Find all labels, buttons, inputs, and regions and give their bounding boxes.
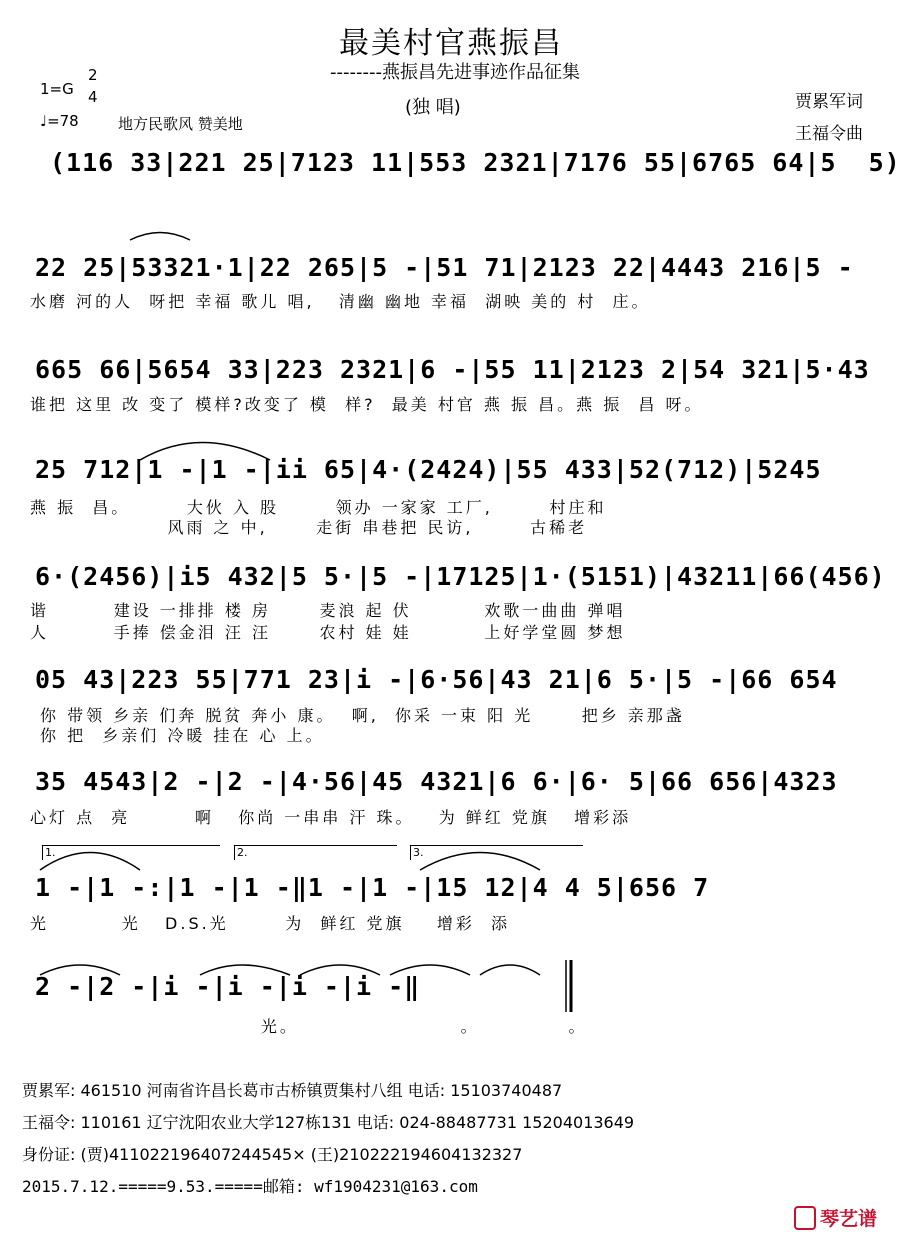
time-signature-top: 2 xyxy=(88,66,98,84)
volta-label-1: 1. xyxy=(45,846,56,859)
style-marking: 地方民歌风 赞美地 xyxy=(118,115,243,133)
notes-row: 1 -|1 -:|1 -|1 -‖1 -|1 -|15 12|4 4 5|656 7 xyxy=(35,873,710,902)
lyrics-row: 谐 建设 一排排 楼 房 麦浪 起 伏 欢歌一曲曲 弹唱 xyxy=(30,601,626,620)
lyrics-row-verse2: 你 把 乡亲们 冷暖 挂在 心 上。 xyxy=(40,726,325,745)
slur xyxy=(480,965,540,975)
slur xyxy=(140,443,270,461)
slur xyxy=(40,853,140,871)
slur xyxy=(390,965,470,975)
lyrics-row: 光 光 D.S.光 为 鲜红 党旗 增彩 添 xyxy=(30,914,511,933)
lyrics-row: 心灯 点 亮 啊 你尚 一串串 汗 珠。 为 鲜红 党旗 增彩添 xyxy=(30,808,632,827)
slur xyxy=(420,853,540,871)
performance-marking: (独 唱) xyxy=(405,97,461,118)
slur xyxy=(40,965,120,975)
footer-contact-jia: 贾累军: 461510 河南省许昌长葛市古桥镇贾集村八组 电话: 15103740487 xyxy=(22,1081,563,1100)
notes-row: 35 4543|2 -|2 -|4·56|45 4321|6 6·|6· 5|66 656|4323 xyxy=(35,767,838,796)
lyrics-row: 光。 。 。 xyxy=(180,1017,588,1036)
lyrics-row: 燕 振 昌。 大伙 入 股 领办 一家家 工厂, 村庄和 xyxy=(30,498,607,517)
slur xyxy=(300,965,380,975)
watermark-logo xyxy=(794,1204,877,1231)
lyrics-row: 你 带领 乡亲 们奔 脱贫 奔小 康。 啊, 你采 一束 阳 光 把乡 亲那盏 xyxy=(40,706,685,725)
footer-contact-wang: 王福令: 110161 辽宁沈阳农业大学127栋131 电话: 024-88487731 15204013649 xyxy=(22,1113,635,1132)
time-signature-bottom: 4 xyxy=(88,88,98,106)
notes-row: 6·(2456)|i5 432|5 5·|5 -|17125|1·(5151)|43211|66(456) xyxy=(35,562,886,591)
lyrics-row: 水磨 河的人 呀把 幸福 歌儿 唱, 清幽 幽地 幸福 湖映 美的 村 庄。 xyxy=(30,292,651,311)
notes-row: (116 33|221 25|7123 11|553 2321|7176 55|6765 64|5 5) xyxy=(50,148,901,177)
lyricist-credit: 贾累军词 xyxy=(795,92,863,112)
notes-row: 2 -|2 -|i -|i -|i -|i -‖ xyxy=(35,972,421,1001)
notes-row: 665 66|5654 33|223 2321|6 -|55 11|2123 2|54 321|5·43 xyxy=(35,355,870,384)
lyrics-row-verse2: 人 手捧 偿金泪 汪 汪 农村 娃 娃 上好学堂圆 梦想 xyxy=(30,623,626,642)
footer-date-email: 2015.7.12.=====9.53.=====邮箱: wf1904231@163.com xyxy=(22,1177,478,1196)
volta-label-3: 3. xyxy=(413,846,424,859)
slur xyxy=(200,965,290,975)
notes-row: 22 25|53321·1|22 265|5 -|51 71|2123 22|4443 216|5 - xyxy=(35,253,854,282)
notes-row: 25 712|1 -|1 -|ii 65|4·(2424)|55 433|52(712)|5245 xyxy=(35,455,822,484)
logo-icon xyxy=(794,1206,816,1230)
key-signature: 1=G xyxy=(40,80,74,98)
notes-row: 05 43|223 55|771 23|i -|6·56|43 21|6 5·|5 -|66 654 xyxy=(35,665,838,694)
slur xyxy=(130,233,190,241)
watermark-text: 琴艺谱 xyxy=(820,1208,878,1230)
lyrics-row-verse2: 风雨 之 中, 走街 串巷把 民访, 古稀老 xyxy=(30,518,588,537)
tempo-marking: ♩=78 xyxy=(40,112,79,130)
song-subtitle: --------燕振昌先进事迹作品征集 xyxy=(330,62,580,83)
song-title: 最美村官燕振昌 xyxy=(339,26,563,61)
lyrics-row: 谁把 这里 改 变了 模样?改变了 模 样? 最美 村官 燕 振 昌。燕 振 昌 呀。 xyxy=(30,395,704,414)
footer-id-numbers: 身份证: (贾)411022196407244545× (王)210222194604132327 xyxy=(22,1145,523,1164)
composer-credit: 王福令曲 xyxy=(795,124,863,144)
volta-label-2: 2. xyxy=(237,846,248,859)
